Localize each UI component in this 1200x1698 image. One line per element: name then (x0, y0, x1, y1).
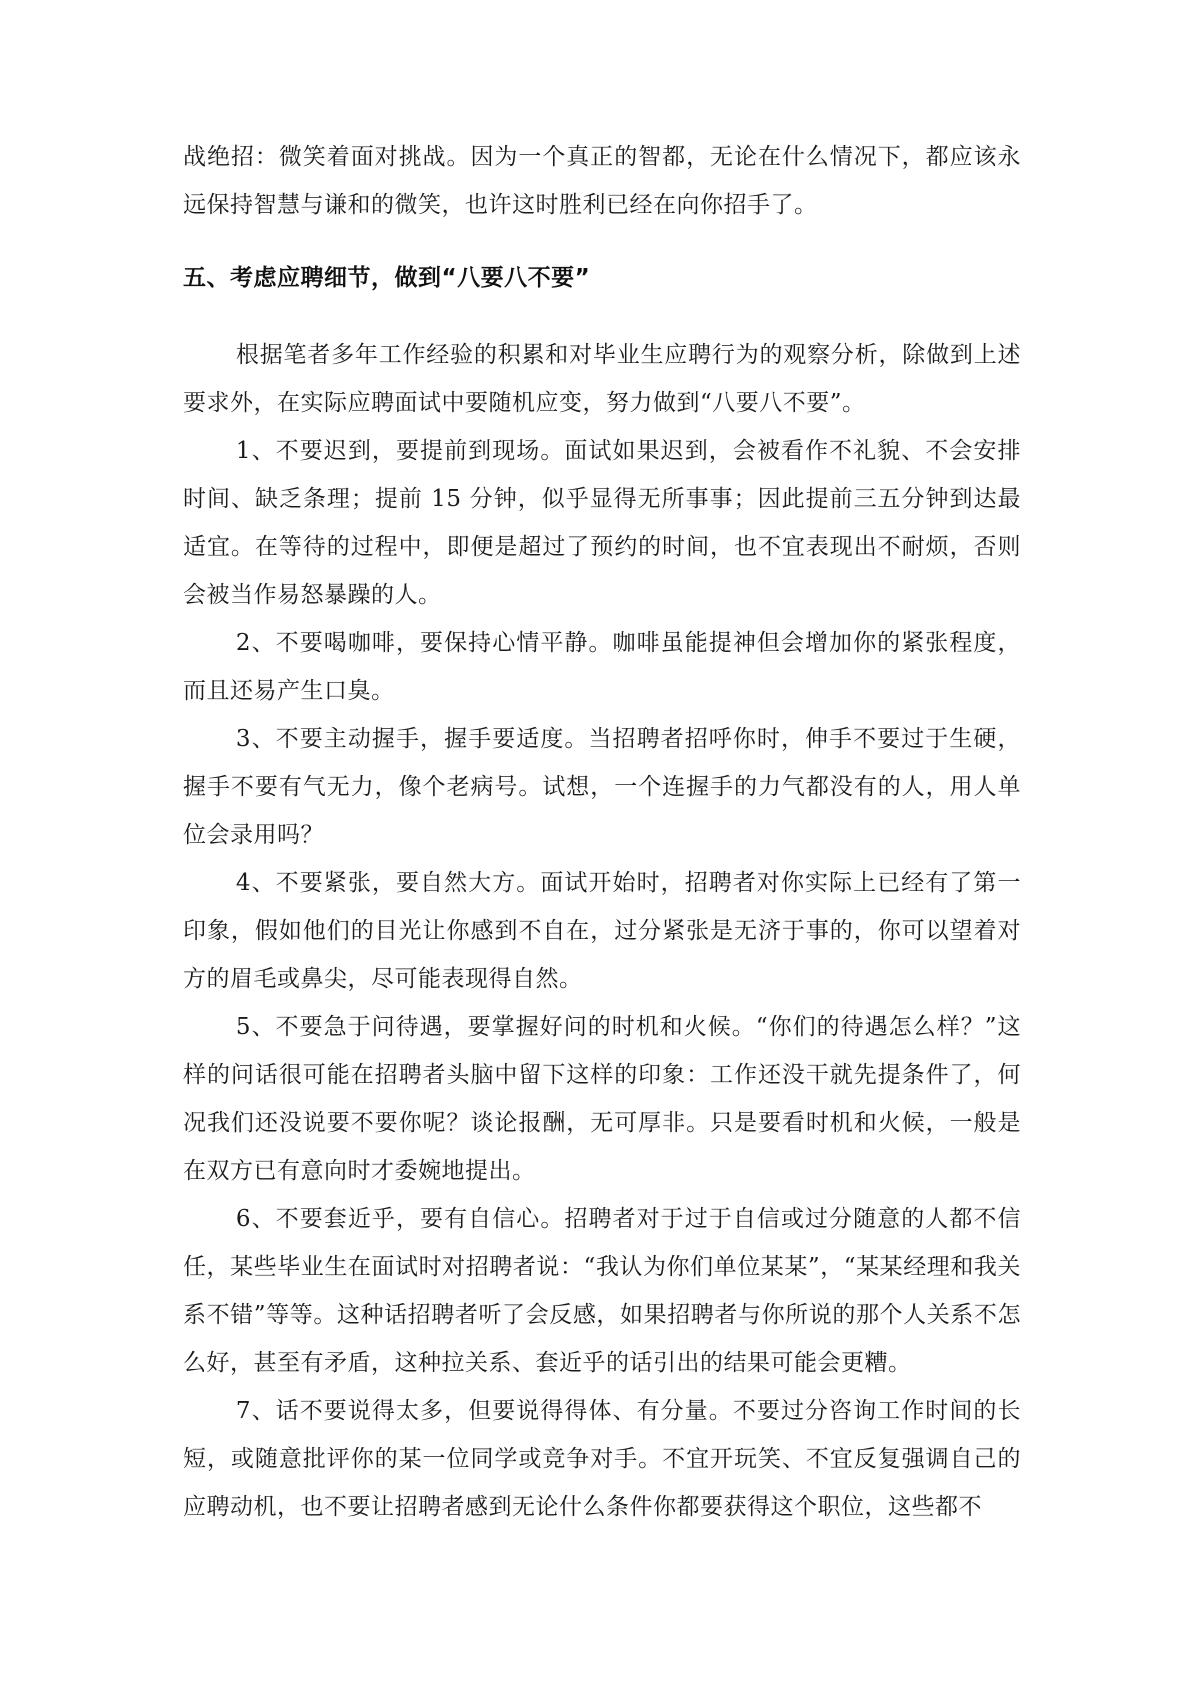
paragraph-rule-7: 7、话不要说得太多，但要说得得体、有分量。不要过分咨询工作时间的长短，或随意批评你的某一位同学或竞争对手。不宜开玩笑、不宜反复强调自己的应聘动机，也不要让招聘者感到无论什么条件你都要获得这个职位，这些都不 (183, 1398, 1021, 1520)
paragraph-rule-6: 6、不要套近乎，要有自信心。招聘者对于过于自信或过分随意的人都不信任，某些毕业生在面试时对招聘者说：“我认为你们单位某某”，“某某经理和我关系不错”等等。这种话招聘者听了会反感，如果招聘者与你所说的那个人关系不怎么好，甚至有矛盾，这种拉关系、套近乎的话引出的结果可能会更糟。 (183, 1206, 1021, 1376)
document-body (183, 133, 1021, 1531)
paragraph-rule-3: 3、不要主动握手，握手要适度。当招聘者招呼你时，伸手不要过于生硬，握手不要有气无力，像个老病号。试想，一个连握手的力气都没有的人，用人单位会录用吗？ (183, 726, 1021, 848)
paragraph-overview: 根据笔者多年工作经验的积累和对毕业生应聘行为的观察分析，除做到上述要求外，在实际应聘面试中要随机应变，努力做到“八要八不要”。 (183, 342, 1021, 416)
paragraph-rule-4: 4、不要紧张，要自然大方。面试开始时，招聘者对你实际上已经有了第一印象，假如他们的目光让你感到不自在，过分紧张是无济于事的，你可以望着对方的眉毛或鼻尖，尽可能表现得自然。 (183, 870, 1021, 992)
paragraph-rule-2: 2、不要喝咖啡，要保持心情平静。咖啡虽能提神但会增加你的紧张程度，而且还易产生口臭。 (183, 630, 1021, 704)
intro-paragraph: 战绝招：微笑着面对挑战。因为一个真正的智都，无论在什么情况下，都应该永远保持智慧与谦和的微笑，也许这时胜利已经在向你招手了。 (183, 144, 1021, 218)
paragraph-rule-1: 1、不要迟到，要提前到现场。面试如果迟到，会被看作不礼貌、不会安排时间、缺乏条理；提前 15 分钟，似乎显得无所事事；因此提前三五分钟到达最适宜。在等待的过程中，即便是超过了预约的时间，也不宜表现出不耐烦，否则会被当作易怒暴躁的人。 (183, 438, 1021, 608)
section-heading: 五、考虑应聘细节，做到“八要八不要” (183, 265, 591, 291)
paragraph-rule-5: 5、不要急于问待遇，要掌握好问的时机和火候。“你们的待遇怎么样？”这样的问话很可能在招聘者头脑中留下这样的印象：工作还没干就先提条件了，何况我们还没说要不要你呢？谈论报酬，无可厚非。只是要看时机和火候，一般是在双方已有意向时才委婉地提出。 (183, 1014, 1021, 1184)
